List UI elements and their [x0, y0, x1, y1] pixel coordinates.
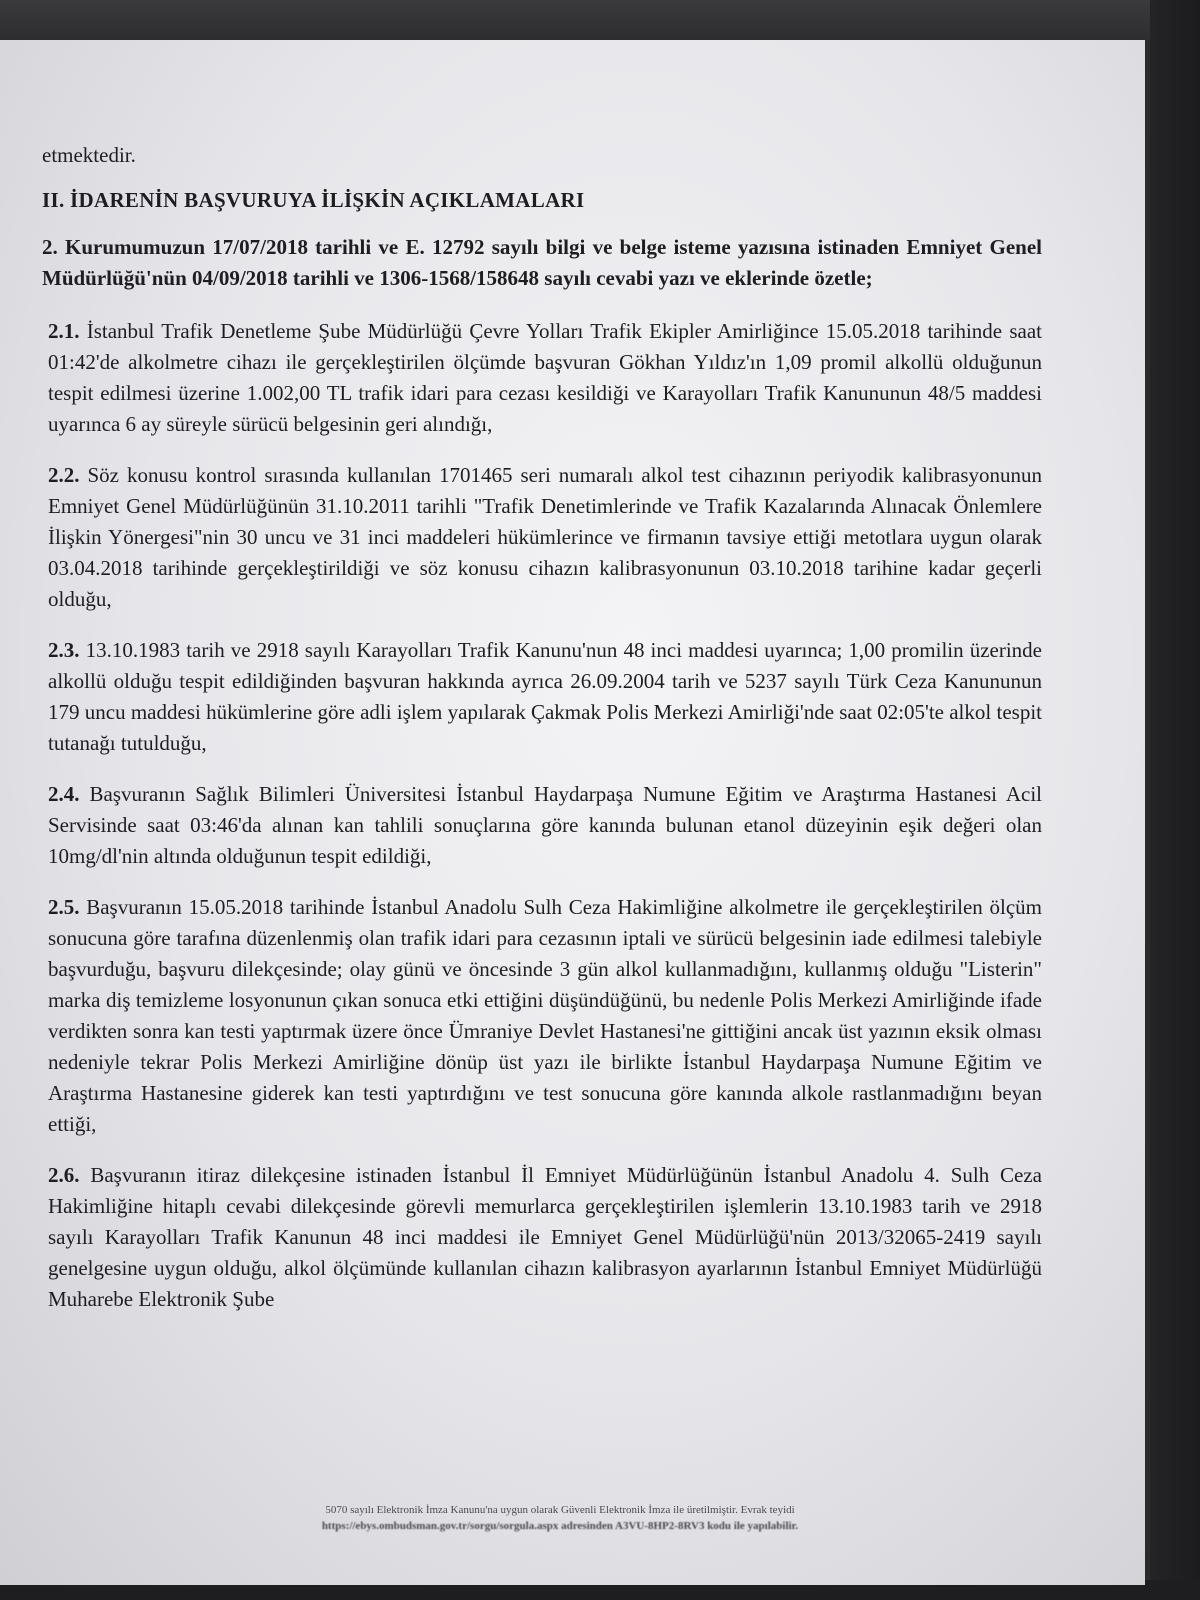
paragraph-number: 2.3. [48, 638, 80, 662]
continued-text: etmektedir. [42, 143, 136, 167]
paragraph-text: İstanbul Trafik Denetleme Şube Müdürlüğü Çevre Yolları Trafik Ekipler Amirliğince 15.05.2018 tarihinde saat 01:42'de alkolmetre cihazı ile gerçekleştirilen ölçümde başvuran Gökhan Yıldız'ın 1,09 promil alkollü olduğunun tespit edilmesi üzerine 1.002,00 TL trafik idari para cezası kesildiği ve Karayolları Trafik Kanununun 48/5 maddesi uyarınca 6 ay süreyle sürücü belgesinin geri alındığı, [48, 319, 1042, 436]
paragraph-number: 2.1. [48, 319, 80, 343]
paragraph-2-3 [42, 635, 1042, 759]
paragraph-number: 2.6. [48, 1163, 80, 1187]
e-signature-footer [180, 1502, 940, 1534]
footer-signature-notice: 5070 sayılı Elektronik İmza Kanunu'na uygun olarak Güvenli Elektronik İmza ile üretilmiştir. Evrak teyidi [325, 1504, 795, 1516]
monitor-bezel-top [0, 0, 1200, 40]
footer-verification-link[interactable]: https://ebys.ombudsman.gov.tr/sorgu/sorgula.aspx adresinden A3VU-8HP2-8RV3 kodu ile yapılabilir. [321, 1520, 799, 1532]
document-body [42, 140, 1042, 1335]
paragraph-number: 2.5. [48, 895, 80, 919]
paragraph-2-6 [42, 1160, 1042, 1315]
document-page [0, 40, 1145, 1585]
monitor-bezel-right [1150, 0, 1200, 1600]
paragraph-text: Başvuranın itiraz dilekçesine istinaden İstanbul İl Emniyet Müdürlüğünün İstanbul Anadolu 4. Sulh Ceza Hakimliğine hitaplı cevabi dilekçesinde görevli memurlarca gerçekleştirilen işlemlerin 13.10.1983 tarih ve 2918 sayılı Karayolları Trafik Kanunun 48 inci maddesi ile Emniyet Genel Müdürlüğü'nün 2013/32065-2419 sayılı genelgesine uygun olduğu, alkol ölçümünde kullanılan cihazın kalibrasyon ayarlarının İstanbul Emniyet Müdürlüğü Muharebe Elektronik Şube [48, 1163, 1042, 1311]
paragraph-number: 2.4. [48, 782, 80, 806]
paragraph-number: 2.2. [48, 463, 80, 487]
paragraph-2-2 [42, 460, 1042, 615]
intro-paragraph: 2. Kurumumuzun 17/07/2018 tarihli ve E. 12792 sayılı bilgi ve belge isteme yazısına istinaden Emniyet Genel Müdürlüğü'nün 04/09/2018 tarihli ve 1306-1568/158648 sayılı cevabi yazı ve eklerinde özetle; [42, 235, 1042, 290]
paragraph-text: Söz konusu kontrol sırasında kullanılan 1701465 seri numaralı alkol test cihazının periyodik kalibrasyonunun Emniyet Genel Müdürlüğünün 31.10.2011 tarihli "Trafik Denetimlerinde ve Trafik Kazalarında Alınacak Önlemlere İlişkin Yönergesi"nin 30 uncu ve 31 inci maddeleri hükümlerince ve firmanın tavsiye ettiği metotlara uygun olarak 03.04.2018 tarihinde gerçekleştirildiği ve söz konusu cihazın kalibrasyonunun 03.10.2018 tarihine kadar geçerli olduğu, [48, 463, 1042, 611]
paragraph-text: Başvuranın Sağlık Bilimleri Üniversitesi İstanbul Haydarpaşa Numune Eğitim ve Araştırma Hastanesi Acil Servisinde saat 03:46'da alınan kan tahlili sonuçlarına göre kanında bulunan etanol düzeyinin eşik değeri olan 10mg/dl'nin altında olduğunun tespit edildiği, [48, 782, 1042, 868]
paragraph-text: Başvuranın 15.05.2018 tarihinde İstanbul Anadolu Sulh Ceza Hakimliğine alkolmetre ile gerçekleştirilen ölçüm sonucuna göre tarafına düzenlenmiş olan trafik idari para cezasının iptali ve sürücü belgesinin iade edilmesi talebiyle başvurduğu, başvuru dilekçesinde; olay günü ve öncesinde 3 gün alkol kullanmadığını, kullanmış olduğu "Listerin" marka diş temizleme losyonunun çıkan sonuca etki ettiğini düşündüğünü, bu nedenle Polis Merkezi Amirliğinde ifade verdikten sonra kan testi yaptırmak üzere önce Ümraniye Devlet Hastanesi'ne gittiğini ancak üst yazının eksik olması nedeniyle tekrar Polis Merkezi Amirliğine dönüp üst yazı ile birlikte İstanbul Haydarpaşa Numune Eğitim ve Araştırma Hastanesine giderek kan testi yaptırdığını ve test sonucuna göre kanında alkole rastlanmadığını beyan ettiği, [48, 895, 1043, 1136]
paragraph-2-1 [42, 316, 1042, 440]
paragraph-2-4 [42, 779, 1042, 872]
paragraph-text: 13.10.1983 tarih ve 2918 sayılı Karayolları Trafik Kanunu'nun 48 inci maddesi uyarınca; 1,00 promilin üzerinde alkollü olduğu tespit edildiğinden başvuran hakkında ayrıca 26.09.2004 tarih ve 5237 sayılı Türk Ceza Kanununun 179 uncu maddesi hükümlerine göre adli işlem yapılarak Çakmak Polis Merkezi Amirliği'nde saat 02:05'te alkol tespit tutanağı tutulduğu, [48, 638, 1043, 755]
section-heading: II. İDARENİN BAŞVURUYA İLİŞKİN AÇIKLAMALARI [42, 188, 585, 212]
paragraph-2-5 [42, 892, 1042, 1140]
